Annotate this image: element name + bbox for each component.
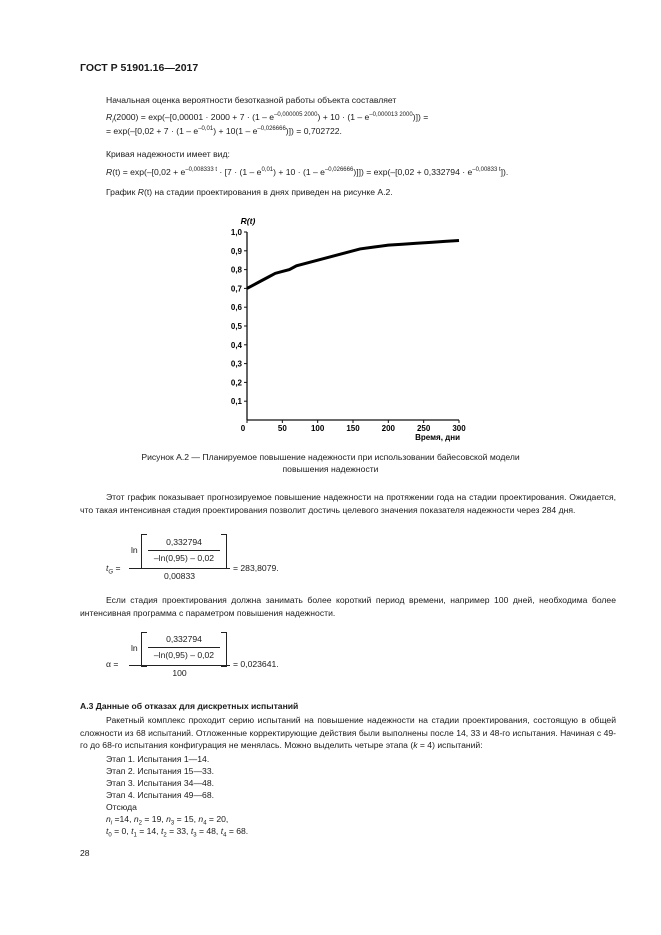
alpha-outer-denominator: 100 <box>172 668 187 678</box>
alpha-denominator: –ln(0,95) – 0,02 <box>153 650 215 660</box>
equation-r2000-line1: $R_i(2000) = \exp(-[0,00001 \cdot 2000 + 7 \cdot (1 - e^{-0,000005 2000}) + 10 \cdot (1 - e^{-0,000013 2000})])$ = <box>106 112 429 125</box>
tg-outer-fraction-bar <box>129 568 230 569</box>
x-axis-label: Время, дни <box>415 433 460 442</box>
tg-result: = 283,8079. <box>233 563 279 573</box>
tg-bracket-right <box>221 534 227 569</box>
y-axis-label: R(t) <box>240 216 256 226</box>
alpha-lhs: α = <box>106 659 119 669</box>
document-header: ГОСТ Р 51901.16—2017 <box>80 62 199 74</box>
x-tick-label: 250 <box>416 424 431 433</box>
figure-caption-line1: Рисунок А.2 — Планируемое повышение надежности при использовании байесовской модели <box>141 452 520 462</box>
alpha-outer-fraction-bar <box>129 665 230 666</box>
alpha-inner-fraction-bar <box>148 647 220 648</box>
x-tick-label: 100 <box>310 424 325 433</box>
reliability-curve <box>247 240 459 288</box>
x-tick-label: 0 <box>240 424 246 433</box>
x-tick-label: 200 <box>381 424 396 433</box>
tg-lhs: $t_G$ = <box>106 563 121 576</box>
tg-denominator: –ln(0,95) – 0,02 <box>153 553 215 563</box>
stage-2: Этап 2. Испытания 15—33. <box>106 766 215 776</box>
stage-1: Этап 1. Испытания 1—14. <box>106 754 210 764</box>
t-values: $t_0 = 0$, $t_1 = 14$, $t_2 = 33$, $t_3 = 48$, $t_4 = 68$. <box>106 826 249 839</box>
x-tick-label: 150 <box>346 424 360 433</box>
y-tick-label: 0,3 <box>230 359 242 369</box>
tg-numerator: 0,332794 <box>166 537 202 547</box>
graph-intro: График R(t) на стадии проектирования в днях приведен на рисунке А.2. <box>106 187 393 197</box>
y-tick-label: 0,2 <box>230 378 242 388</box>
paragraph-shorter-period: Если стадия проектирования должна занимать более короткий период времени, например 100 дней, необходима более интенсивная программа с параметром повышения надежности. <box>80 595 616 618</box>
curve-intro: Кривая надежности имеет вид: <box>106 149 230 159</box>
intro-text: Начальная оценка вероятности безотказной работы объекта составляет <box>106 95 397 105</box>
hence-text: Отсюда <box>106 802 137 812</box>
y-tick-label: 0,5 <box>230 322 242 331</box>
alpha-result: = 0,023641. <box>233 659 279 669</box>
paragraph-forecast: Этот график показывает прогнозируемое повышение надежности на протяжении года на стадии проектирования. Ожидается, что такая интенсивная стадия проектирования позволит достичь целевого значения показателя надежности через 284 дня. <box>80 492 616 515</box>
y-tick-label: 0,4 <box>230 340 242 350</box>
figure-caption-line2: повышения надежности <box>282 464 379 474</box>
alpha-numerator: 0,332794 <box>166 634 202 644</box>
tg-inner-fraction-bar <box>148 550 220 551</box>
x-tick-label: 50 <box>277 424 287 433</box>
n-values: $n_i =14$, $n_2 = 19$, $n_3 = 15$, $n_4 = 20$, <box>106 814 229 827</box>
y-tick-label: 0,7 <box>230 284 242 294</box>
stage-4: Этап 4. Испытания 49—68. <box>106 790 215 800</box>
stage-3: Этап 3. Испытания 34—48. <box>106 778 215 788</box>
alpha-ln: ln <box>131 643 138 653</box>
paragraph-missile: Ракетный комплекс проходит серию испытаний на повышение надежности на стадии проектирования, состоящую в общей сложности из 68 испытаний. Отложенные корректирующие действия были выполнены после 14, 33 и 48-го испытания. Начиная с 49-го до 68-го испытания конфигурация не менялась. Можно выделить четыре этапа (k = 4) испытаний: <box>80 715 616 750</box>
x-tick-label: 300 <box>452 424 466 433</box>
y-tick-label: 0,6 <box>230 303 242 313</box>
y-tick-label: 0,1 <box>230 397 242 407</box>
y-tick-label: 0,9 <box>230 246 242 256</box>
equation-rt: $R(t) = \exp(-[0,02 + e^{-0,008333 t} \cdot [7 \cdot (1 - e^{0,01}) + 10 \cdot (1 - e^{-0,026666})]]) = \exp(-[0,02 + 0,332794 \cdot e^{-0,00833 t}])$. <box>106 167 509 177</box>
tg-ln: ln <box>131 545 138 555</box>
y-tick-label: 1,0 <box>230 228 242 237</box>
tg-outer-denominator: 0,00833 <box>163 571 196 581</box>
reliability-chart <box>200 208 500 443</box>
page-number: 28 <box>80 848 90 858</box>
equation-r2000-line2: = $\exp(-[0,02 + 7 \cdot (1 - e^{-0,01}) + 10(1 - e^{-0,026666})]) = 0,702722$. <box>106 126 342 136</box>
alpha-bracket-right <box>221 632 227 667</box>
section-title: А.3 Данные об отказах для дискретных испытаний <box>80 701 299 711</box>
y-tick-label: 0,8 <box>230 265 242 275</box>
